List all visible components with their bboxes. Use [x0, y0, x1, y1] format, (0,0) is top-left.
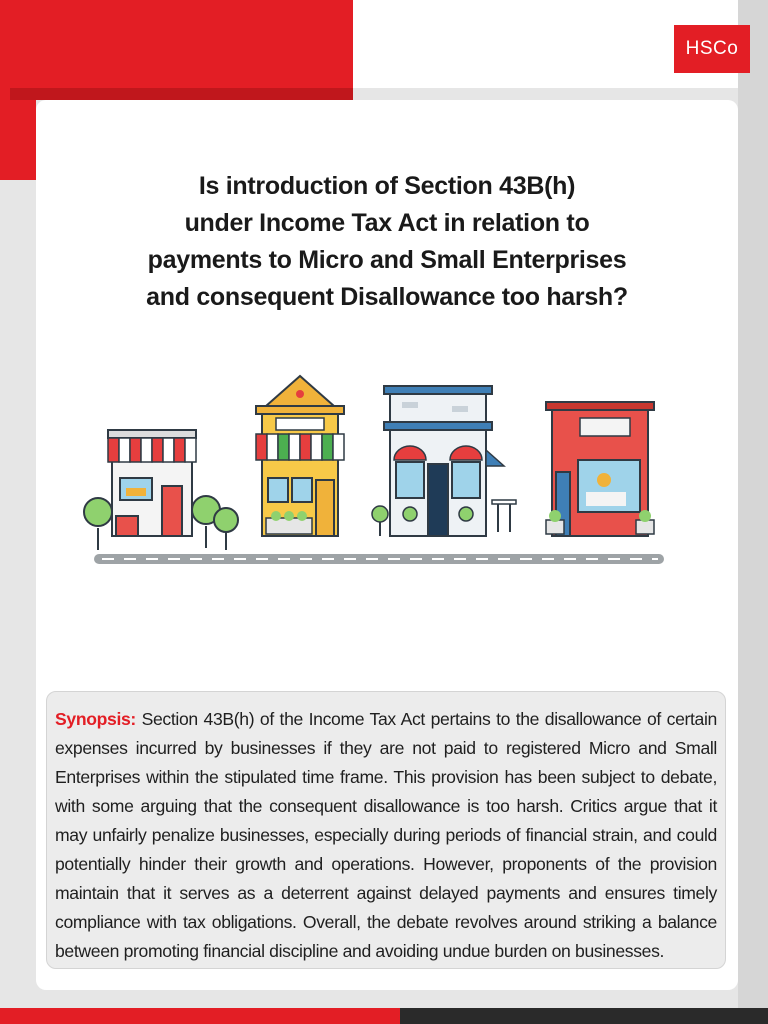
- store-four: [546, 402, 654, 536]
- title-line: under Income Tax Act in relation to: [184, 209, 590, 237]
- store-one: [108, 430, 196, 536]
- right-grey-stripe: [738, 0, 768, 1024]
- synopsis-box: [46, 691, 726, 969]
- page-title: [36, 168, 738, 316]
- top-red-block: [0, 0, 353, 100]
- tree: [214, 508, 238, 550]
- synopsis-label: Synopsis:: [55, 709, 136, 729]
- content-card: [36, 100, 738, 990]
- synopsis-paragraph: [55, 705, 717, 966]
- title-line: payments to Micro and Small Enterprises: [147, 246, 627, 274]
- tree: [372, 506, 388, 536]
- store-three: [384, 386, 516, 536]
- title-line: and consequent Disallowance too harsh?: [146, 283, 628, 311]
- store-two: [256, 376, 344, 536]
- synopsis-text: Section 43B(h) of the Income Tax Act pertains to the disallowance of certain expenses incurred by businesses if they are not paid to registered Micro and Small Enterprises within the stipulated time frame. This provision has been subject to debate, with some arguing that the consequent disallowance is too harsh. Critics argue that it may unfairly penalize businesses, especially during periods of financial strain, and could potentially hinder their growth and operations. However, proponents of the provision maintain that it serves as a deterrent against delayed payments and ensures timely compliance with tax obligations. Overall, the debate revolves around striking a balance between promoting financial discipline and avoiding undue burden on businesses.: [55, 709, 717, 961]
- hsco-logo: HSCo: [674, 25, 750, 73]
- title-line: Is introduction of Section 43B(h): [198, 172, 576, 200]
- storefronts-illustration: [80, 368, 680, 578]
- bottom-red-bar: [0, 1008, 400, 1024]
- top-red-shadow: [10, 88, 353, 100]
- left-red-stripe: [0, 100, 36, 180]
- tree: [84, 498, 112, 550]
